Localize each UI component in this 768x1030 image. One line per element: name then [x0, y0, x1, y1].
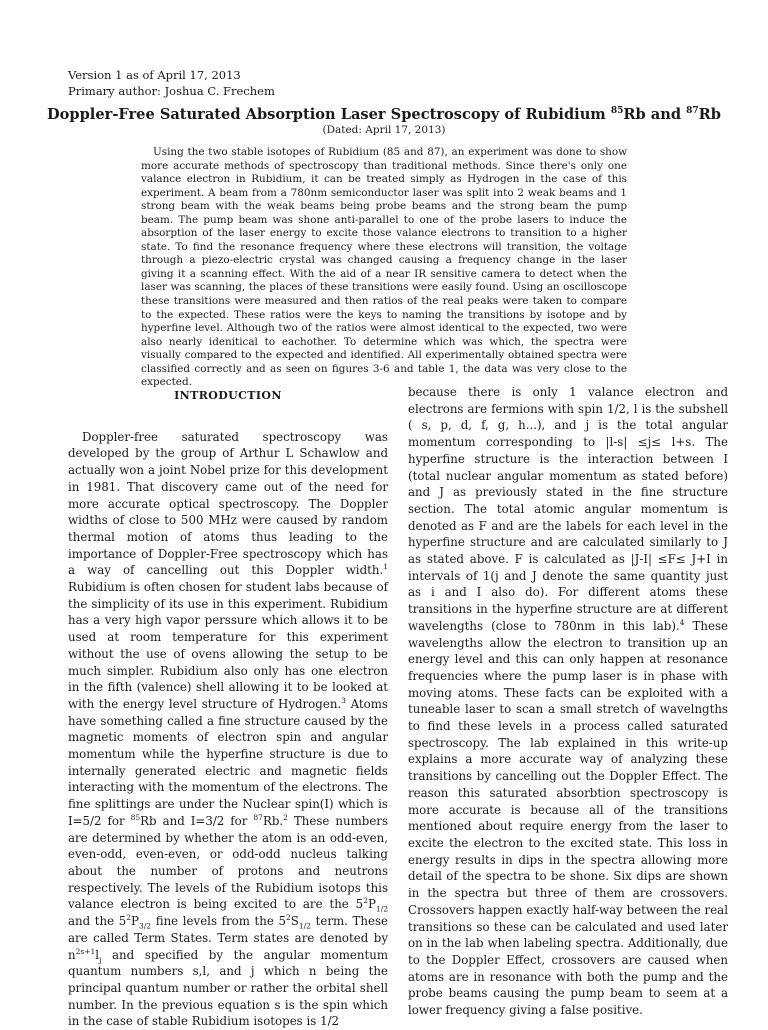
citation-1: 1	[383, 562, 388, 572]
intro-text-rb-a: Rb and I=3/2 for	[140, 813, 254, 828]
title-main: Doppler-Free Saturated Absorption Laser Spectroscopy of Rubidium	[47, 106, 611, 123]
term-sup-s: 2	[286, 913, 291, 923]
title-iso-87: 87	[686, 106, 699, 117]
isotope-85: 85	[130, 812, 141, 822]
title-end: Rb	[698, 106, 721, 123]
intro-text-and: and the 5	[68, 914, 127, 929]
citation-2: 2	[283, 812, 288, 822]
intro-text-2: Rubidium is often chosen for student labs because of the simplicity of its use in this experiment. Rubidium has a very high vapor perssure which allows it to be used at room temperature for this experiment without the use of ovens allowing the setup to be much simpler. Rubidium also only has one electron in the fifth (valence) shell allowing it to be looked at with the energy level structure of Hydrogen.	[68, 580, 388, 711]
dated-line: (Dated: April 17, 2013)	[322, 124, 446, 136]
paper-title	[40, 106, 728, 124]
intro-text-4: These numbers are determined by whether the atom is an odd-even, even-odd, even-even, or odd-odd nucleus talking about the number of protons and neutrons respectively. The levels of the Rubidium isotops this valance electron is being excited to are the 5	[68, 813, 388, 912]
version-line: Version 1 as of April 17, 2013	[68, 68, 241, 82]
title-iso-85: 85	[610, 106, 624, 117]
right-text-1: because there is only 1 valance electron and electrons are fermions with spin 1/2, l is the subshell ( s, p, d, f, g, h...), and j is the total angular momentum corresponding to |l-s| ≤j≤ l+s. The hyperfine structure is the interaction between I (total nuclear angular momentum as stated before) and J as previously stated in the fine structure section. The total atomic angular momentum is denoted as F and are the labels for each level in the hyperfine structure and are calculated similarly to J as stated above. F is calculated as |J-I| ≤F≤ J+I in intervals of 1(j and J denote the same quantity just as i and I also do). For different atoms these transitions in the hyperfine structure are at different wavelengths (close to 780nm in this lab).	[408, 385, 728, 633]
continued-paragraph	[408, 384, 728, 1019]
title-mid: Rb and	[623, 106, 687, 123]
intro-text-rb-b: Rb.	[262, 813, 284, 828]
term-sub-2: 3/2	[139, 921, 152, 931]
term-p-a: P	[367, 897, 376, 912]
right-text-2: These wavelengths allow the electron to transition up an energy level and this can only happen at resonance frequencies where the pump laser is in phase with moving atoms. These facts can be exploited with a tuneable laser to scan a small stretch of wavelngths to find these levels in a process called saturated spectroscopy. The lab explained in this write-up explains a more accurate way of analyzing these transitions by cancelling out the Doppler Effect. The reason this saturated absorbtion spectroscopy is more accurate is because all of the transitions mentioned about require energy from the laser to excite the electron to the excited state. This loss in energy results in dips in the spectra allowing more detail of the spectra to be shone. Six dips are shown in the spectra but three of them are crossovers. Crossovers happen exactly half-way between the real transitions so these can be calculated and used later on in the lab when labeling spectra. Additionally, due to the Doppler Effect, crossovers are caused when atoms are in resonance with both the pump and the probe beams causing the pump beam to seem at a lower frequency giving a false positive.	[408, 618, 728, 1018]
term-sub-1: 1/2	[375, 904, 388, 914]
section-heading-introduction: INTRODUCTION	[174, 389, 282, 402]
isotope-87: 87	[253, 812, 263, 822]
citation-3: 3	[341, 696, 346, 706]
abstract: Using the two stable isotopes of Rubidium (85 and 87), an experiment was done to show more accurate methods of spectroscopy than traditional methods. Since there's only one valance electron in Rubidium, it can be treated simply as Hydrogen in the case of this experiment. A beam from a 780nm semiconductor laser was split into 2 weak beams and 1 strong beam with the weak beams being probe beams and the strong beam the pump beam. The pump beam was shone anti-parallel to one of the probe lasers to induce the absorption of the laser energy to excite those valance electrons to transition to a higher state. To find the resonance frequency where these electrons will transition, the voltage through a piezo-electric crystal was changed causing a frequency change in the laser giving it a scanning effect. With the aid of a near IR sensitive camera to detect when the laser was scanning, the places of these transitions were easily found. Using an oscilloscope these transitions were measured and then ratios of the real peaks were taken to compare to the expected. These ratios were the keys to naming the transitions by isotope and by hyperfine level. Although two of the ratios were almost identical to the expected, two were also nearly idenitical to eachother. To determine which was which, the spectra were visually compared to the expected and identified. All experimentally obtained spectra were classified correctly and as seen on figures 3-6 and table 1, the data was very close to the expected.	[141, 146, 627, 389]
term-notation-l: l	[95, 947, 100, 962]
introduction-paragraph	[68, 429, 388, 1030]
intro-text-fine: fine levels from the 5	[151, 914, 287, 929]
term-sup-1: 2	[363, 896, 368, 906]
paper-meta	[68, 67, 275, 99]
term-notation-sub: j	[99, 954, 102, 964]
citation-4: 4	[679, 617, 685, 627]
term-s: S	[290, 914, 299, 929]
intro-text-1: Doppler-free saturated spectroscopy was developed by the group of Arthur L Schawlow and actually won a joint Nobel prize for this development in 1981. That discovery came out of the need for more accurate optical spectroscopy. The Doppler widths of close to 500 MHz were caused by random thermal motion of atoms thus leading to the importance of Doppler-Free spectroscopy which has a way of cancelling out this Doppler width.	[68, 429, 388, 578]
right-column	[408, 384, 728, 1019]
term-p-b: P	[131, 914, 139, 929]
term-sup-2: 2	[126, 913, 132, 923]
left-column	[68, 380, 388, 1030]
intro-text-6: and specified by the angular momentum quantum numbers s,l, and j which n being the principal quantum number or rather the orbital shell number. In the previous equation s is the spin which in the case of stable Rubidium isotopes is 1/2	[68, 947, 388, 1029]
author-line: Primary author: Joshua C. Frechem	[68, 84, 275, 98]
intro-text-3: Atoms have something called a fine structure caused by the magnetic moments of electron spin and angular momentum while the hyperfine structure is due to internally generated electric and magnetic fields interacting with the momentum of the electrons. The fine splittings are under the Nuclear spin(I) which is I=5/2 for	[68, 696, 388, 828]
intro-text-5: term. These are called Term States. Term states are denoted by n	[68, 914, 389, 962]
term-notation-sup: 2s+1	[75, 946, 96, 956]
term-sub-s: 1/2	[298, 921, 311, 931]
